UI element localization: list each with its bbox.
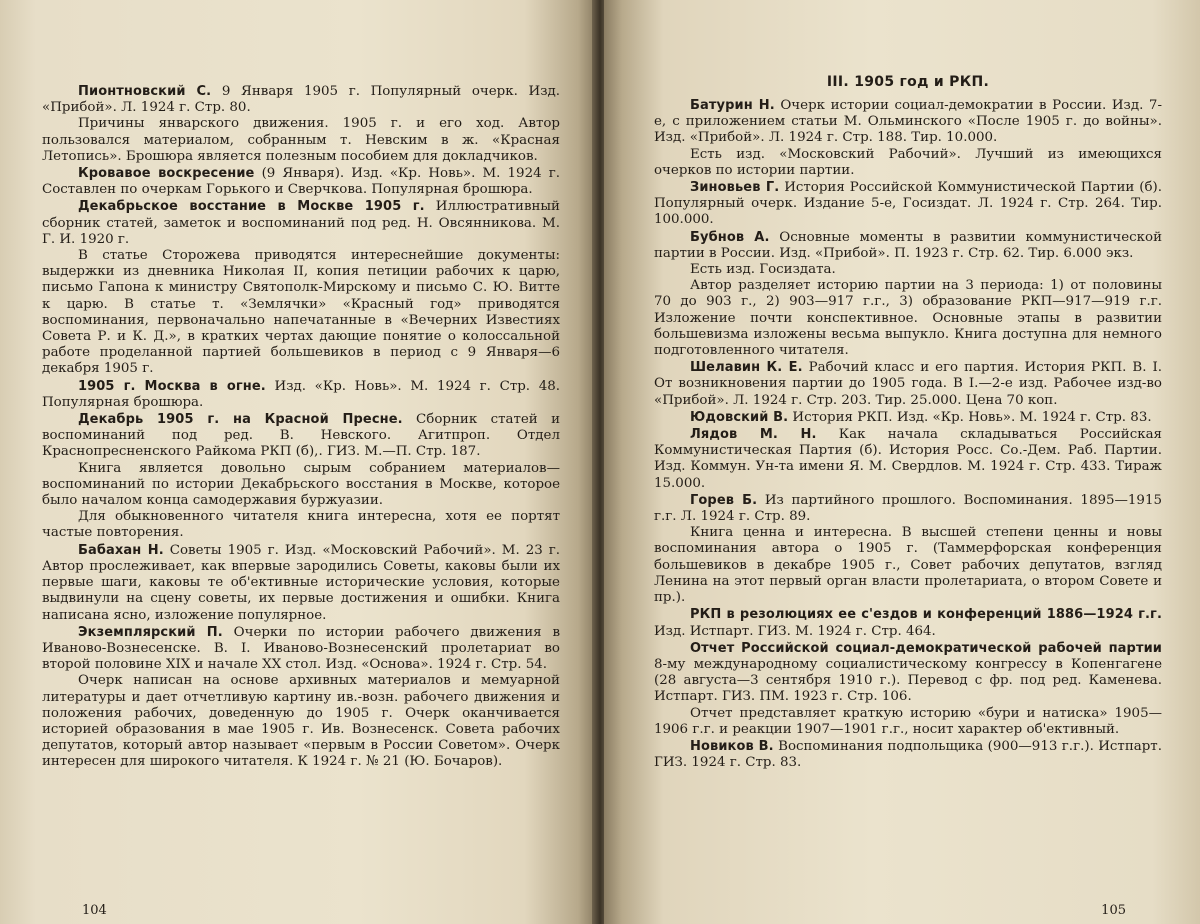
right-entries (654, 98, 1162, 771)
entry-citation (654, 641, 1162, 706)
entry-note: Книга ценна и интересна. В высшей степени ценны и новы воспоминания автора о 1905 г. (Таммерфорская конференция большевиков в декабре 1905 г., Совет рабочих депутатов, взгляд Ленина на этот первый орган власти пролетариата, о втором Совете и пр.). (654, 525, 1162, 606)
right-page (604, 0, 1200, 924)
entry-citation (42, 412, 560, 461)
entry-citation (654, 739, 1162, 771)
left-page (0, 0, 596, 924)
entry-author: Декабрь 1905 г. на Красной Пресне. (78, 412, 403, 428)
bibliography-entry (654, 739, 1162, 771)
entry-author: Бабахан Н. (78, 542, 164, 558)
entry-citation (654, 98, 1162, 147)
entry-author: Шелавин К. Е. (690, 360, 803, 376)
entry-citation (42, 543, 560, 624)
entry-author: 1905 г. Москва в огне. (78, 378, 266, 394)
entry-author: РКП в резолюциях ее с'ездов и конференций 1886—1924 г.г. (690, 607, 1162, 623)
entry-citation (42, 199, 560, 248)
entry-note: Причины январского движения. 1905 г. и его ход. Автор пользовался материалом, собранным т. Невским в ж. «Красная Летопись». Брошюра является полезным пособием для докладчиков. (42, 116, 560, 164)
entry-note: Есть изд. Госиздата. (690, 262, 836, 278)
entry-note: Отчет представляет краткую историю «бури и натиска» 1905—1906 г.г. и реакции 1907—1901 г.г., носит характер об'ективный. (654, 705, 1162, 737)
page-number-left: 104 (82, 903, 107, 918)
entry-body: 9 Января 1905 г. Популярный очерк. Изд. «Прибой». Л. 1924 г. Стр. 80. (42, 84, 560, 116)
bibliography-entry (654, 641, 1162, 738)
entry-citation (654, 360, 1162, 409)
bibliography-entry (654, 180, 1162, 229)
bibliography-entry (42, 84, 560, 165)
entry-body: Основные моменты в развитии коммунистической партии в России. Изд. «Прибой». П. 1923 г. Стр. 62. Тир. 6.000 экз. (654, 229, 1163, 261)
entry-author: Батурин Н. (690, 98, 775, 113)
entry-body: Сборник статей и воспоминаний под ред. В. Невского. Агитпроп. Отдел Краснопресненского Райкома РКП (б),. ГИЗ. М.—П. Стр. 187. (42, 412, 560, 460)
entry-body: Воспоминания подпольщика (900—913 г.г.). Истпарт. ГИЗ. 1924 г. Стр. 83. (654, 738, 1162, 771)
bibliography-entry (654, 230, 1162, 360)
entry-note: Книга является довольно сырым собранием материалов—воспоминаний по истории Декабрьского восстания в Москве, которое было началом конца самодержавия буржуазии. (42, 460, 560, 509)
entry-note: Для обыкновенного читателя книга интересна, хотя ее портят частые повторения. (42, 509, 560, 541)
entry-citation (42, 166, 560, 198)
entry-body: Как начала складываться Российская Коммунистическая Партия (б). История Росс. Со.-Дем. Раб. Партии. Изд. Коммун. Ун-та имени Я. М. Свердлов. М. 1924 г. Стр. 433. Тираж 15.000. (654, 427, 1163, 491)
entry-author: Зиновьев Г. (690, 180, 780, 196)
entry-body: Изд. «Кр. Новь». М. 1924 г. Стр. 48. Популярная брошюра. (42, 378, 560, 410)
bibliography-entry (654, 410, 1162, 426)
entry-author: Отчет Российской социал-демократической рабочей партии (690, 640, 1162, 656)
entry-body: Очерк истории социал-демократии в России. Изд. 7-е, с приложением статьи М. Ольминского «После 1905 г. до войны». Изд. «Прибой». Л. 1924 г. Стр. 188. Тир. 10.000. (654, 98, 1162, 146)
entry-author: Декабрьское восстание в Москве 1905 г. (78, 199, 425, 215)
section-title: III. 1905 год и РКП. (826, 74, 990, 90)
bibliography-entry (654, 493, 1162, 606)
bibliography-entry (42, 543, 560, 624)
entry-citation (42, 625, 560, 674)
entry-author: Бубнов А. (690, 229, 770, 245)
bibliography-entry (42, 379, 560, 411)
entry-note: Есть изд. «Московский Рабочий». Лучший из имеющихся очерков по истории партии. (654, 146, 1162, 178)
bibliography-entry (654, 607, 1162, 639)
bibliography-entry (654, 427, 1162, 492)
entry-citation (654, 493, 1162, 525)
entry-body: Очерки по истории рабочего движения в Иваново-Вознесенске. В. I. Иваново-Вознесенский пролетариат во второй половине XIX и начале XX стол. Изд. «Основа». 1924 г. Стр. 54. (42, 624, 560, 673)
entry-body: Советы 1905 г. Изд. «Московский Рабочий». М. 23 г. Автор прослеживает, как впервые зародились Советы, каковы были их первые шаги, каковы те об'ективные исторические условия, которые выдвинули на сцену советы, их первые достижения и ошибки. Книга написана ясно, изложение популярное. (42, 542, 560, 623)
bibliography-entry (42, 412, 560, 542)
entry-body: (9 Января). Изд. «Кр. Новь». М. 1924 г. Составлен по очеркам Горького и Сверчкова. Популярная брошюра. (42, 166, 560, 198)
entry-citation (654, 180, 1162, 229)
entry-author: Экземплярский П. (78, 624, 223, 640)
entry-citation (654, 607, 1162, 639)
entry-author: Горев Б. (690, 492, 758, 508)
entry-citation (654, 427, 1162, 492)
entry-citation (42, 84, 560, 116)
entry-body: Иллюстративный сборник статей, заметок и воспоминаний под ред. Н. Овсянникова. М. Г. И. 1920 г. (42, 199, 560, 247)
entry-note: Очерк написан на основе архивных материалов и мемуарной литературы и дает отчетливую картину ив.-возн. рабочего движения и положения рабочих, доведенную до 1905 г. Очерк оканчивается историей образования в мае 1905 г. Ив. Вознесенск. Совета рабочих депутатов, который автор называет «первым в России Советом». Очерк интересен для широкого читателя. К 1924 г. № 21 (Ю. Бочаров). (42, 673, 560, 770)
bibliography-entry (42, 199, 560, 377)
entry-citation (654, 230, 1162, 262)
entry-citation (654, 410, 1162, 426)
page-number-right: 105 (1101, 903, 1126, 918)
bibliography-entry (42, 625, 560, 771)
bibliography-entry (42, 166, 560, 198)
bibliography-entry (654, 98, 1162, 179)
entry-body: История Российской Коммунистической Партии (б). Популярный очерк. Издание 5-е, Госиздат. Л. 1924 г. Стр. 264. Тир. 100.000. (654, 180, 1162, 228)
entry-body: Изд. Истпарт. ГИЗ. М. 1924 г. Стр. 464. (654, 623, 936, 639)
entry-note: В статье Сторожева приводятся интереснейшие документы: выдержки из дневника Николая II, копия петиции рабочих к царю, письмо Гапона к министру Святополк-Мирскому и письмо С. Ю. Витте к царю. В статье т. «Землячки» «Красный год» приводятся воспоминания, первоначально напечатанные в «Вечерних Известиях Совета Р. и К. Д.», в кратких чертах дающие понятие о колоссальной работе проделанной партией большевиков в период с 9 Января—6 декабря 1905 г. (42, 248, 560, 377)
entry-author: Юдовский В. (690, 409, 789, 425)
entry-body: 8-му международному социалистическому конгрессу в Копенгагене (28 августа—3 сентября 1910 г.). Перевод с фр. под ред. Каменева. Истпарт. ГИЗ. ПМ. 1923 г. Стр. 106. (654, 656, 1162, 705)
left-entries (42, 84, 560, 771)
entry-author: Лядов М. Н. (690, 427, 817, 443)
entry-author: Кровавое воскресение (78, 166, 255, 182)
entry-citation (42, 379, 560, 411)
entry-author: Новиков В. (690, 738, 774, 754)
entry-author: Пионтновский С. (78, 84, 212, 99)
entry-note: Автор разделяет историю партии на 3 периода: 1) от половины 70 до 903 г., 2) 903—917 г.г., 3) образование РКП—917—919 г.г. Изложение почти конспективное. Основные этапы в развитии большевизма изложены весьма выпукло. Книга доступна для немного подготовленного читателя. (654, 278, 1162, 359)
entry-body: Рабочий класс и его партия. История РКП. В. I. От возникновения партии до 1905 года. В I.—2-е изд. Рабочее изд-во «Прибой». Л. 1924 г. Стр. 203. Тир. 25.000. Цена 70 коп. (654, 360, 1162, 408)
entry-body: Из партийного прошлого. Воспоминания. 1895—1915 г.г. Л. 1924 г. Стр. 89. (654, 492, 1162, 525)
entry-body: История РКП. Изд. «Кр. Новь». М. 1924 г. Стр. 83. (792, 409, 1152, 425)
bibliography-entry (654, 360, 1162, 409)
